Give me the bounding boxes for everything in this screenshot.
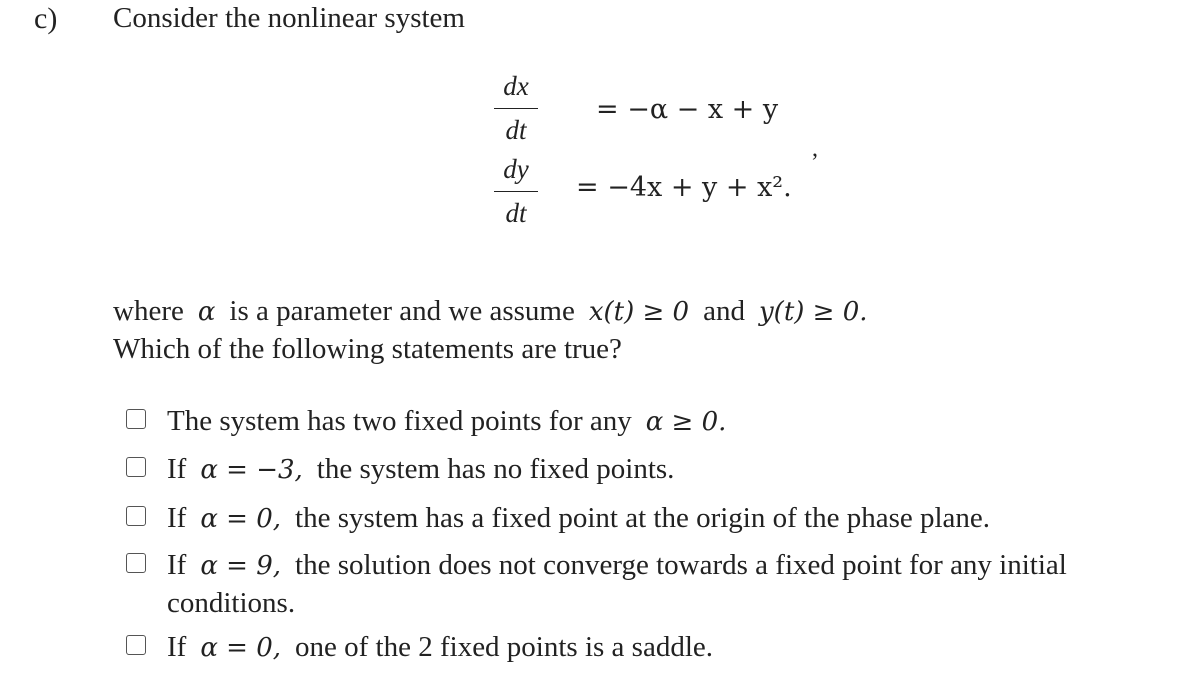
option-label: [167, 450, 674, 489]
fraction-bar: [494, 191, 538, 192]
checkbox[interactable]: [126, 635, 146, 655]
equation-rhs-1: = −α − x + y: [596, 94, 779, 125]
intro-text: Consider the nonlinear system: [113, 2, 465, 34]
part-label: c): [34, 2, 58, 35]
alpha-symbol: α: [197, 297, 216, 327]
fraction-dy-dt: [494, 156, 538, 227]
option-math: α = 0,: [200, 633, 282, 663]
option-math: α ≥ 0.: [645, 407, 727, 437]
equation-rhs-2: = −4x + y + x².: [576, 172, 792, 203]
y-condition: y(t) ≥ 0.: [758, 297, 868, 327]
where-word: where: [113, 295, 184, 327]
trailing-comma: ,: [812, 136, 818, 162]
option-label: [167, 499, 990, 538]
x-condition: x(t) ≥ 0: [588, 297, 690, 327]
option-text: If: [167, 549, 187, 581]
option-label: [167, 628, 713, 667]
option-continuation: conditions.: [167, 587, 296, 619]
fraction-numerator: dx: [503, 71, 529, 101]
option-math: α = −3,: [200, 455, 303, 485]
is-parameter-text: is a parameter and we assume: [229, 295, 575, 327]
checkbox[interactable]: [126, 457, 146, 477]
option-rest: the system has no fixed points.: [316, 453, 675, 485]
option-math: α = 0,: [200, 504, 282, 534]
option-rest: the solution does not converge towards a fixed point for any initial: [295, 549, 1067, 581]
checkbox[interactable]: [126, 553, 146, 573]
fraction-dx-dt: [494, 73, 538, 144]
checkbox[interactable]: [126, 506, 146, 526]
fraction-denominator: dt: [505, 198, 527, 229]
parameter-description: [113, 295, 868, 328]
option-math: α = 9,: [200, 551, 282, 581]
option-text: If: [167, 453, 187, 485]
option-rest: the system has a fixed point at the origin of the phase plane.: [295, 502, 991, 534]
fraction-bar: [494, 108, 538, 109]
option-label: [167, 546, 1067, 585]
and-word: and: [703, 295, 745, 327]
option-text: If: [167, 502, 187, 534]
fraction-numerator: dy: [503, 154, 529, 184]
fraction-denominator: dt: [505, 115, 527, 146]
option-label: [167, 402, 726, 441]
option-rest: one of the 2 fixed points is a saddle.: [295, 631, 714, 663]
option-text: The system has two fixed points for any: [167, 405, 632, 437]
option-text: If: [167, 631, 187, 663]
question-text: Which of the following statements are true?: [113, 333, 622, 365]
checkbox[interactable]: [126, 409, 146, 429]
